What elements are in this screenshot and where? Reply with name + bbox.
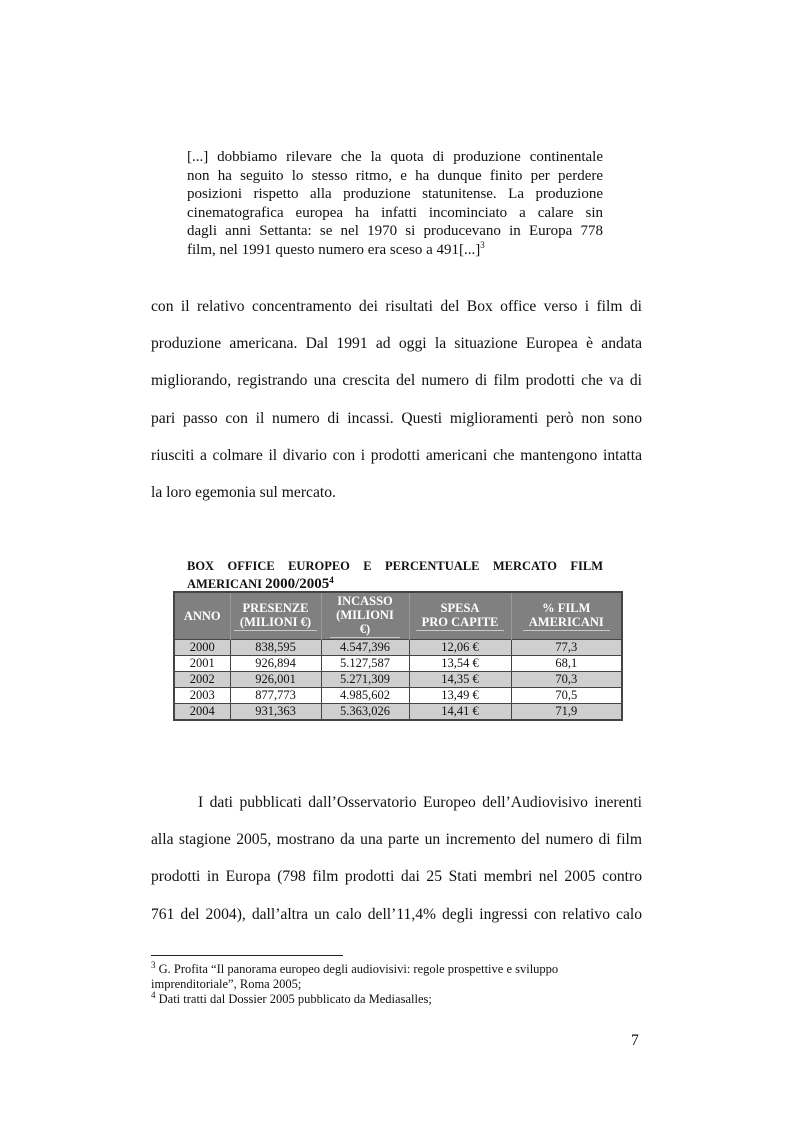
quote-line: dagli anni Settanta: se nel 1970 si producevano in Europa 778 [187, 223, 603, 240]
cell-spesa: 13,49 € [409, 688, 511, 704]
footnote-3-cont: imprenditoriale”, Roma 2005; [151, 977, 302, 991]
caption-small: AMERICANI [187, 577, 266, 591]
paragraph-line: la loro egemonia sul mercato. [151, 483, 336, 501]
block-quote [187, 148, 603, 260]
footnote-number: 3 [151, 959, 156, 970]
table-row [174, 672, 622, 688]
caption-years: 2000/2005 [265, 576, 330, 592]
cell-spesa: 13,54 € [409, 656, 511, 672]
cell-anno: 2003 [174, 688, 230, 704]
cell-presenze: 926,894 [230, 656, 321, 672]
body-paragraph-2 [151, 784, 642, 933]
cell-film: 68,1 [511, 656, 622, 672]
paragraph-line: riusciti a colmare il divario con i prodotti americani che mantengono intatta [151, 446, 642, 464]
table-row [174, 704, 622, 721]
cell-incasso: 5.363,026 [321, 704, 409, 721]
box-office-table [173, 591, 623, 721]
cell-film: 77,3 [511, 640, 622, 656]
header-presenze: PRESENZE (MILIONI €) [230, 592, 321, 640]
cell-spesa: 12,06 € [409, 640, 511, 656]
quote-line: non ha seguito lo stesso ritmo, e ha dunque finito per perdere [187, 167, 603, 184]
quote-line-text: film, nel 1991 questo numero era sceso a 491[...] [187, 241, 481, 258]
cell-incasso: 5.271,309 [321, 672, 409, 688]
header-anno: ANNO [174, 592, 230, 640]
footnotes [151, 959, 621, 1007]
table-row [174, 640, 622, 656]
footnote-3 [151, 959, 621, 977]
cell-spesa: 14,41 € [409, 704, 511, 721]
quote-line: cinematografica europea ha infatti incominciato a calare sin [187, 204, 603, 221]
cell-anno: 2004 [174, 704, 230, 721]
header-incasso: INCASSO (MILIONI €) [321, 592, 409, 640]
cell-film: 71,9 [511, 704, 622, 721]
header-film-americani: % FILM AMERICANI [511, 592, 622, 640]
caption-line: BOX OFFICE EUROPEO E PERCENTUALE MERCATO FILM [187, 559, 603, 573]
footnote-number: 4 [151, 989, 156, 1000]
cell-film: 70,3 [511, 672, 622, 688]
paragraph-line: con il relativo concentramento dei risultati del Box office verso i film di [151, 298, 642, 315]
quote-line: [...] dobbiamo rilevare che la quota di produzione continentale [187, 149, 603, 165]
footnote-ref-3[interactable]: 3 [480, 239, 485, 250]
body-paragraph-1 [151, 288, 642, 511]
table-row [174, 688, 622, 704]
footnote-ref-4[interactable]: 4 [329, 574, 334, 585]
footnote-separator [151, 955, 343, 956]
quote-line: posizioni rispetto alla produzione statunitense. La produzione [187, 186, 603, 203]
table-caption [187, 557, 603, 593]
table-row [174, 656, 622, 672]
cell-spesa: 14,35 € [409, 672, 511, 688]
cell-anno: 2002 [174, 672, 230, 688]
cell-presenze: 877,773 [230, 688, 321, 704]
table-header-row [174, 592, 622, 640]
cell-incasso: 4.985,602 [321, 688, 409, 704]
quote-line-last [187, 241, 603, 260]
cell-incasso: 5.127,587 [321, 656, 409, 672]
footnote-text: G. Profita “Il panorama europeo degli audiovisivi: regole prospettive e sviluppo [155, 962, 559, 976]
cell-presenze: 931,363 [230, 704, 321, 721]
cell-incasso: 4.547,396 [321, 640, 409, 656]
footnote-text: Dati tratti dal Dossier 2005 pubblicato da Mediasalles; [155, 992, 432, 1006]
cell-presenze: 838,595 [230, 640, 321, 656]
cell-anno: 2001 [174, 656, 230, 672]
paragraph-line: 761 del 2004), dall’altra un calo dell’11,4% degli ingressi con relativo calo [151, 905, 642, 923]
footnote-4 [151, 989, 621, 1007]
paragraph-line: produzione americana. Dal 1991 ad oggi la situazione Europea è andata [151, 335, 642, 353]
cell-anno: 2000 [174, 640, 230, 656]
paragraph-line: I dati pubblicati dall’Osservatorio Europeo dell’Audiovisivo inerenti [198, 794, 642, 811]
paragraph-line: pari passo con il numero di incassi. Questi miglioramenti però non sono [151, 409, 642, 427]
paragraph-line: alla stagione 2005, mostrano da una parte un incremento del numero di film [151, 831, 642, 849]
cell-film: 70,5 [511, 688, 622, 704]
header-spesa: SPESA PRO CAPITE [409, 592, 511, 640]
page-number: 7 [631, 1032, 639, 1049]
paragraph-line: prodotti in Europa (798 film prodotti dai 25 Stati membri nel 2005 contro [151, 868, 642, 886]
cell-presenze: 926,001 [230, 672, 321, 688]
paragraph-line: migliorando, registrando una crescita del numero di film prodotti che va di [151, 372, 642, 390]
